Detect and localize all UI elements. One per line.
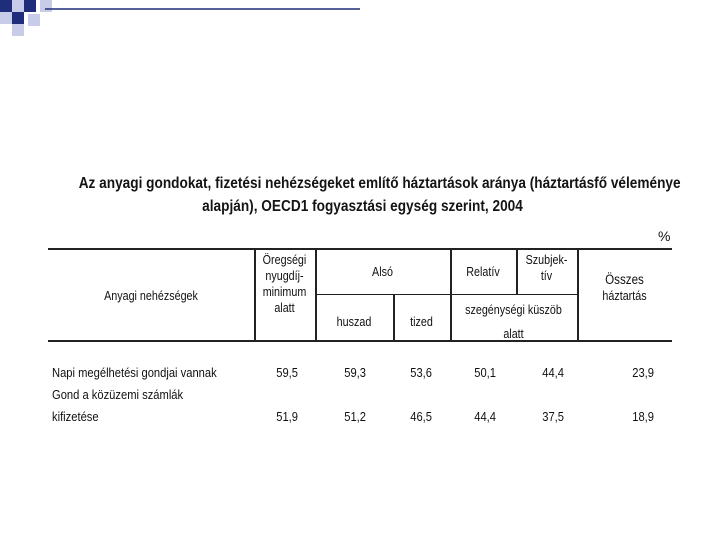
- corner-decoration: [0, 0, 360, 36]
- header-szegenysegi: szegénységi küszöb alatt: [465, 303, 562, 341]
- header-tized: tized: [410, 315, 433, 329]
- header-huszad: huszad: [336, 315, 372, 329]
- header-divider: [315, 248, 317, 341]
- header-group-rule: [315, 294, 577, 295]
- value-osszes: 23,9: [632, 365, 654, 380]
- value-huszad: 51,2: [344, 409, 366, 424]
- header-also: Alsó: [372, 265, 393, 279]
- header-divider: [450, 248, 452, 341]
- value-relativ: 50,1: [474, 365, 496, 380]
- header-divider: [516, 248, 518, 295]
- header-oregsegi: Öregségi nyugdíj- minimum alatt: [262, 253, 307, 315]
- header-anyagi: Anyagi nehézségek: [104, 289, 198, 303]
- header-divider: [393, 294, 395, 341]
- header-osszes: Összes háztartás: [602, 272, 647, 303]
- value-oregsegi: 59,5: [276, 365, 298, 380]
- value-relativ: 44,4: [474, 409, 496, 424]
- title-line-2: alapján), OECD1 fogyasztási egység szerint, 2004: [202, 198, 523, 215]
- row-label-continued: kifizetése: [52, 409, 99, 424]
- row-label: Napi megélhetési gondjai vannak: [52, 365, 217, 380]
- value-osszes: 18,9: [632, 409, 654, 424]
- header-divider: [254, 248, 256, 341]
- title-line-1: Az anyagi gondokat, fizetési nehézségeket említő háztartások aránya (háztartásfő véleménye: [78, 175, 681, 192]
- value-szubjektiv: 37,5: [542, 409, 564, 424]
- row-label: Gond a közüzemi számlák: [52, 387, 184, 402]
- value-huszad: 59,3: [344, 365, 366, 380]
- document-title: [78, 172, 681, 218]
- table-header: [48, 248, 672, 342]
- value-szubjektiv: 44,4: [542, 365, 564, 380]
- header-relativ: Relatív: [466, 265, 500, 279]
- unit-label: %: [658, 228, 671, 244]
- header-divider: [577, 248, 579, 341]
- value-tized: 46,5: [410, 409, 432, 424]
- value-oregsegi: 51,9: [276, 409, 298, 424]
- header-szubjektiv: Szubjek- tív: [525, 253, 568, 283]
- value-tized: 53,6: [410, 365, 432, 380]
